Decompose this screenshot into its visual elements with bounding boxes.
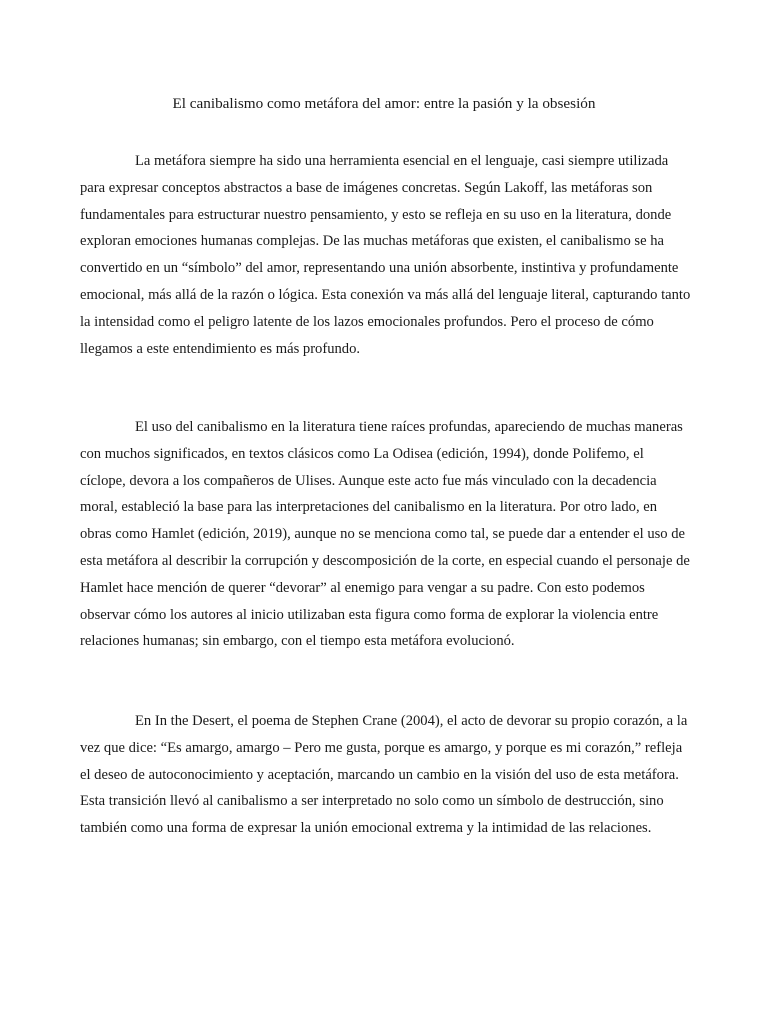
document-title: El canibalismo como metáfora del amor: entre la pasión y la obsesión <box>172 95 596 112</box>
paragraph-1: La metáfora siempre ha sido una herramienta esencial en el lenguaje, casi siempre utilizada para expresar conceptos abstractos a base de imágenes concretas. Según Lakoff, las metáforas son fundamentales para estructurar nuestro pensamiento, y esto se refleja en su uso en la literatura, donde exploran emociones humanas complejas. De las muchas metáforas que existen, el canibalismo se ha convertido en un “símbolo” del amor, representando una unión absorbente, instintiva y profundamente emocional, más allá de la razón o lógica. Esta conexión va más allá del lenguaje literal, capturando tanto la intensidad como el peligro latente de los lazos emocionales profundos. Pero el proceso de cómo llegamos a este entendimiento es más profundo. <box>80 153 691 357</box>
paragraph-3: En In the Desert, el poema de Stephen Crane (2004), el acto de devorar su propio corazón, a la vez que dice: “Es amargo, amargo – Pero me gusta, porque es amargo, y porque es mi corazón,” refleja el deseo de autoconocimiento y aceptación, marcando un cambio en la visión del uso de esta metáfora. Esta transición llevó al canibalismo a ser interpretado no solo como un símbolo de destrucción, sino también como una forma de expresar la unión emocional extrema y la intimidad de las relaciones. <box>80 713 688 837</box>
paragraph-2: El uso del canibalismo en la literatura tiene raíces profundas, apareciendo de muchas maneras con muchos significados, en textos clásicos como La Odisea (edición, 1994), donde Polifemo, el cíclope, devora a los compañeros de Ulises. Aunque este acto fue más vinculado con la decadencia moral, estableció la base para las interpretaciones del canibalismo en la literatura. Por otro lado, en obras como Hamlet (edición, 2019), aunque no se menciona como tal, se puede dar a entender el uso de esta metáfora al describir la corrupción y descomposición de la corte, en especial cuando el personaje de Hamlet hace mención de querer “devorar” al enemigo para vengar a su padre. Con esto podemos observar cómo los autores al inicio utilizaban esta figura como forma de explorar la violencia entre relaciones humanas; sin embargo, con el tiempo esta metáfora evolucionó. <box>80 419 690 650</box>
